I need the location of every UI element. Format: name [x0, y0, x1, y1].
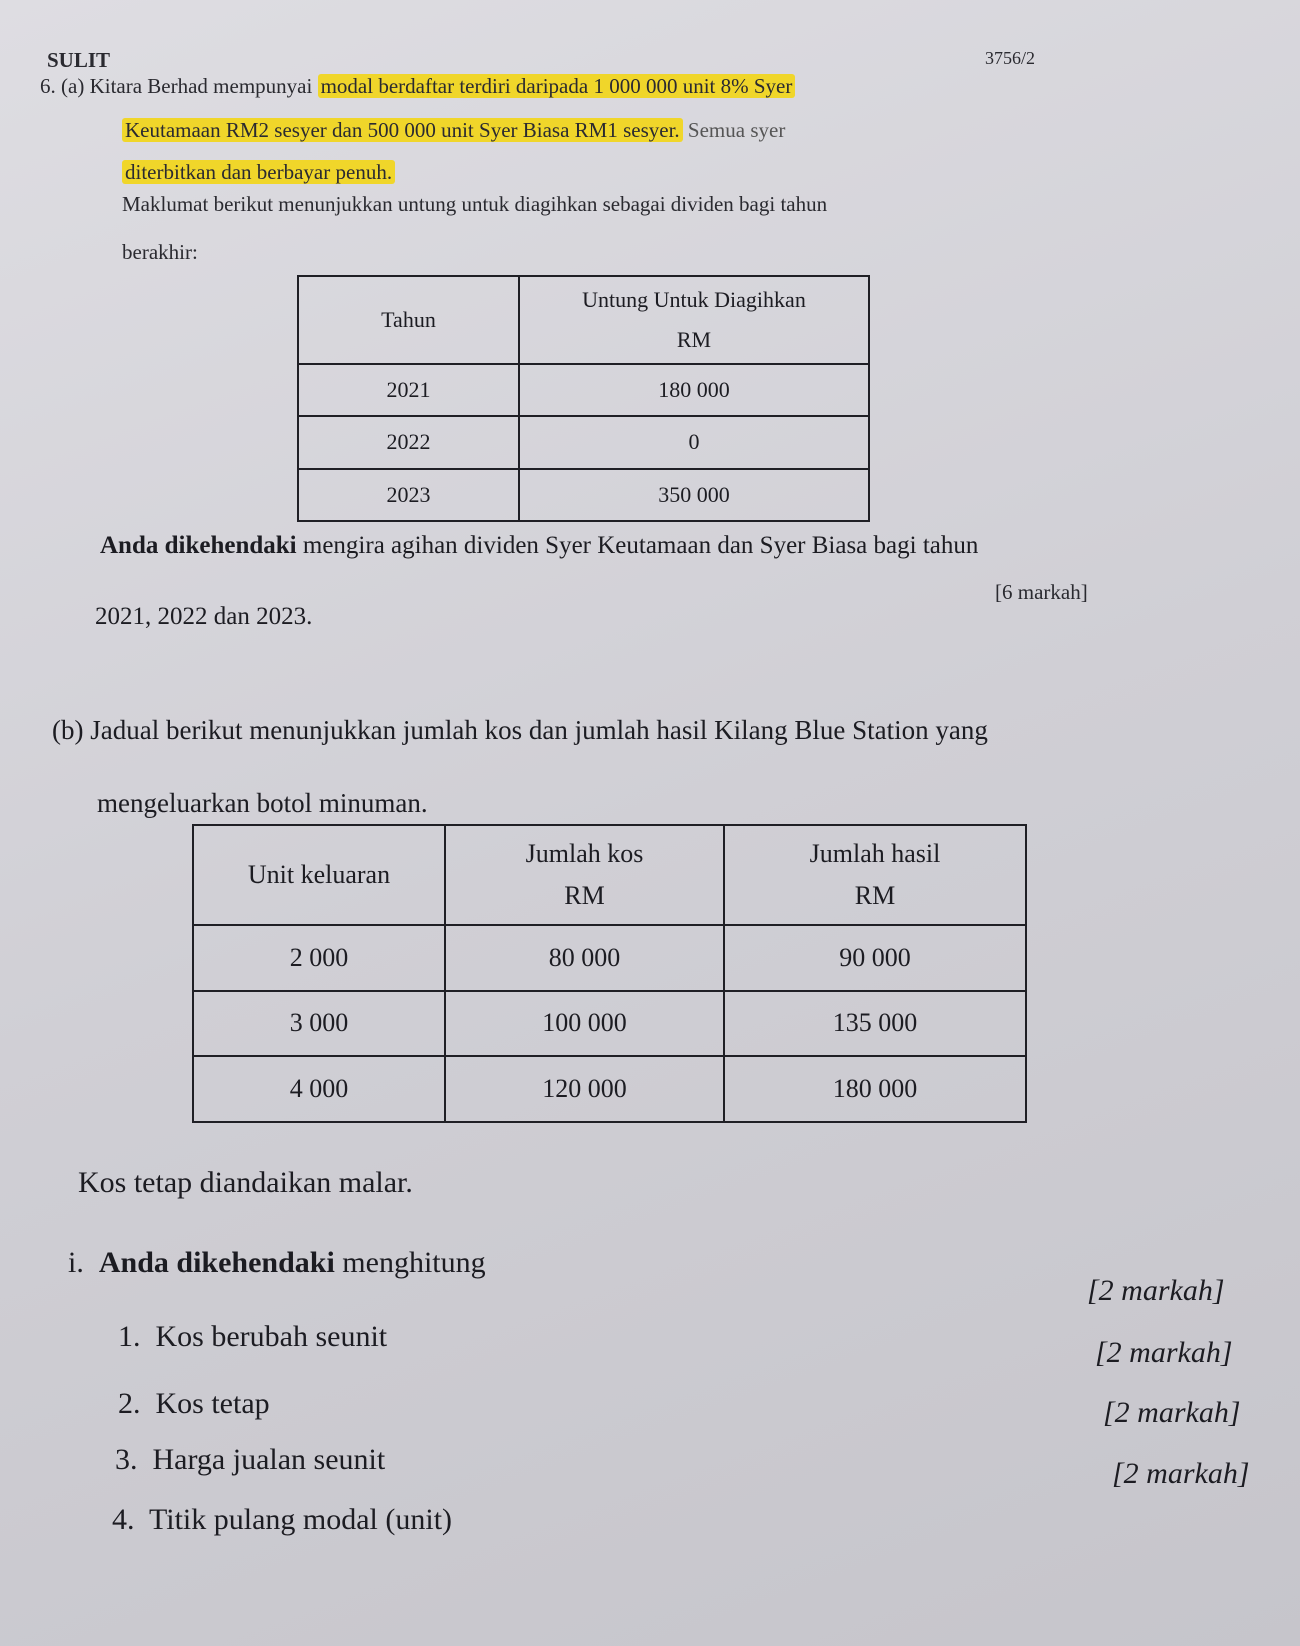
header-total-cost-label: Jumlah kos — [525, 839, 644, 868]
text: Kitara Berhad mempunyai — [89, 74, 318, 98]
fixed-cost-note: Kos tetap diandaikan malar. — [78, 1166, 413, 1199]
header-total-revenue-unit: RM — [854, 881, 896, 910]
header-total-cost — [445, 825, 724, 925]
question-line-1 — [40, 74, 795, 99]
highlighted-text: diterbitkan dan berbayar penuh. — [122, 160, 395, 184]
item-1: 1. Kos berubah seunit — [118, 1320, 388, 1353]
cell-profit: 0 — [519, 416, 869, 468]
header-total-cost-unit: RM — [564, 881, 605, 910]
marks-item-4: [2 markah] — [1112, 1457, 1250, 1490]
text: Semua syer — [682, 118, 786, 142]
cell-year: 2021 — [298, 364, 519, 416]
question-line-2 — [122, 118, 785, 143]
task-instruction — [100, 532, 978, 560]
cell-cost: 120 000 — [445, 1056, 724, 1122]
cell-profit: 180 000 — [519, 364, 869, 416]
sub-question — [68, 1246, 486, 1280]
cell-revenue: 135 000 — [724, 991, 1026, 1057]
question-line-4: Maklumat berikut menunjukkan untung untuk diagihkan sebagai dividen bagi tahun — [122, 192, 828, 216]
cell-revenue: 180 000 — [724, 1056, 1026, 1122]
text: mengira agihan dividen Syer Keutamaan dan Syer Biasa bagi tahun — [296, 532, 979, 559]
cell-year: 2023 — [298, 469, 519, 521]
header-units: Unit keluaran — [193, 825, 445, 925]
item-3: 3. Harga jualan seunit — [115, 1443, 386, 1476]
profit-table — [297, 275, 870, 522]
cell-cost: 80 000 — [445, 925, 724, 991]
cell-units: 2 000 — [193, 925, 445, 991]
header-profit — [519, 276, 869, 364]
cost-revenue-table — [192, 824, 1027, 1123]
sub-bold: Anda dikehendaki — [98, 1246, 335, 1279]
marks-item-1: [2 markah] — [1087, 1274, 1225, 1307]
task-bold: Anda dikehendaki — [100, 532, 297, 559]
highlighted-text: modal berdaftar terdiri daripada 1 000 000 unit 8% Syer — [318, 74, 796, 98]
cell-revenue: 90 000 — [724, 925, 1026, 991]
marks-item-2: [2 markah] — [1095, 1336, 1233, 1369]
marks-item-3: [2 markah] — [1103, 1396, 1241, 1429]
task-years: 2021, 2022 dan 2023. — [95, 603, 313, 630]
part-label: (b) — [52, 715, 84, 745]
text: menghitung — [334, 1246, 486, 1279]
header-sulit: SULIT — [47, 48, 111, 72]
header-total-revenue — [724, 825, 1026, 925]
cell-profit: 350 000 — [519, 469, 869, 521]
cell-units: 3 000 — [193, 991, 445, 1057]
header-total-revenue-label: Jumlah hasil — [809, 839, 941, 868]
header-profit-label: Untung Untuk Diagihkan — [582, 287, 806, 312]
marks-6: [6 markah] — [995, 580, 1088, 604]
header-code: 3756/2 — [985, 48, 1036, 68]
question-number: 6. — [40, 74, 56, 98]
question-line-3 — [122, 160, 395, 185]
cell-cost: 100 000 — [445, 991, 724, 1057]
part-b-line-1 — [52, 715, 988, 746]
item-2: 2. Kos tetap — [118, 1387, 270, 1420]
cell-units: 4 000 — [193, 1056, 445, 1122]
item-4: 4. Titik pulang modal (unit) — [112, 1503, 453, 1536]
question-line-5: berakhir: — [122, 240, 198, 264]
cell-year: 2022 — [298, 416, 519, 468]
part-label: (a) — [61, 74, 85, 98]
text: Jadual berikut menunjukkan jumlah kos dan jumlah hasil Kilang Blue Station yang — [90, 715, 988, 745]
sub-number: i. — [68, 1246, 84, 1279]
header-year: Tahun — [298, 276, 519, 364]
highlighted-text: Keutamaan RM2 sesyer dan 500 000 unit Syer Biasa RM1 sesyer. — [122, 118, 683, 142]
header-profit-unit: RM — [676, 327, 712, 352]
part-b-line-2: mengeluarkan botol minuman. — [97, 788, 428, 818]
